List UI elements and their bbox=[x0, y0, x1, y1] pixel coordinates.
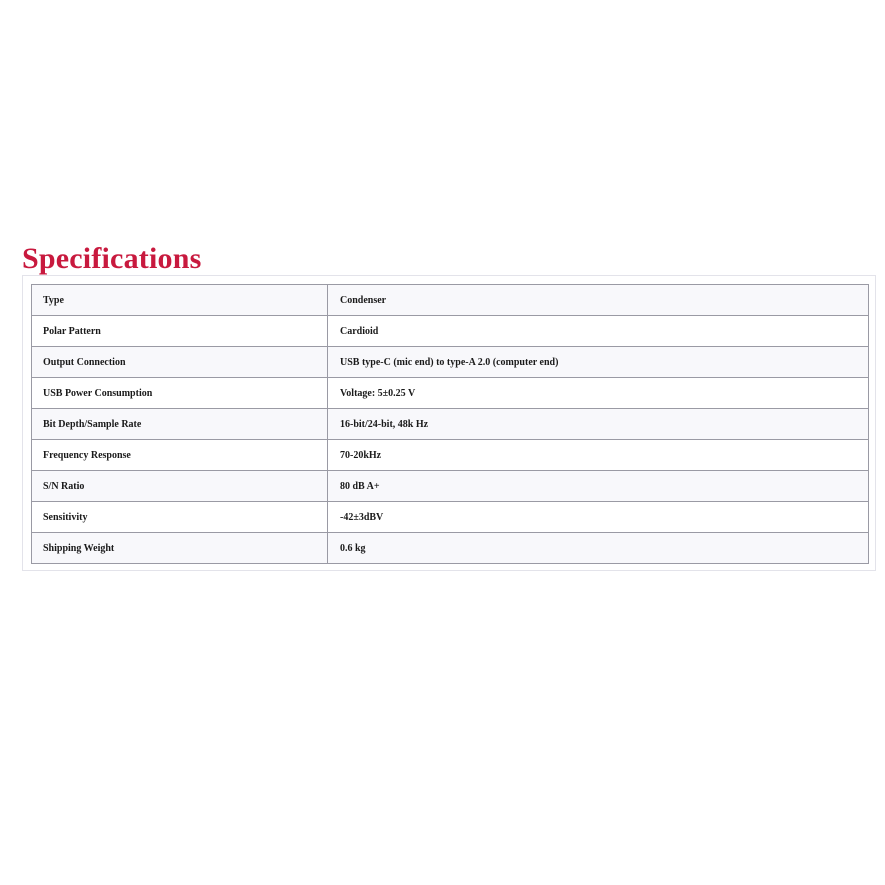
spec-label: USB Power Consumption bbox=[32, 378, 328, 409]
table-row bbox=[32, 347, 869, 378]
table-row bbox=[32, 285, 869, 316]
section-heading: Specifications bbox=[22, 242, 202, 275]
table-row bbox=[32, 502, 869, 533]
spec-value: Condenser bbox=[328, 285, 869, 316]
spec-value: USB type-C (mic end) to type-A 2.0 (computer end) bbox=[328, 347, 869, 378]
table-row bbox=[32, 409, 869, 440]
specs-table-container bbox=[22, 275, 876, 571]
spec-label: Output Connection bbox=[32, 347, 328, 378]
table-row bbox=[32, 316, 869, 347]
spec-label: Type bbox=[32, 285, 328, 316]
spec-label: Bit Depth/Sample Rate bbox=[32, 409, 328, 440]
spec-value: Voltage: 5±0.25 V bbox=[328, 378, 869, 409]
spec-value: -42±3dBV bbox=[328, 502, 869, 533]
table-row bbox=[32, 378, 869, 409]
spec-value: 70-20kHz bbox=[328, 440, 869, 471]
spec-value: 80 dB A+ bbox=[328, 471, 869, 502]
spec-value: Cardioid bbox=[328, 316, 869, 347]
table-row bbox=[32, 471, 869, 502]
spec-label: Polar Pattern bbox=[32, 316, 328, 347]
table-row bbox=[32, 533, 869, 564]
spec-value: 0.6 kg bbox=[328, 533, 869, 564]
table-row bbox=[32, 440, 869, 471]
specs-table bbox=[31, 284, 869, 564]
spec-label: S/N Ratio bbox=[32, 471, 328, 502]
spec-value: 16-bit/24-bit, 48k Hz bbox=[328, 409, 869, 440]
spec-label: Shipping Weight bbox=[32, 533, 328, 564]
spec-label: Frequency Response bbox=[32, 440, 328, 471]
spec-label: Sensitivity bbox=[32, 502, 328, 533]
